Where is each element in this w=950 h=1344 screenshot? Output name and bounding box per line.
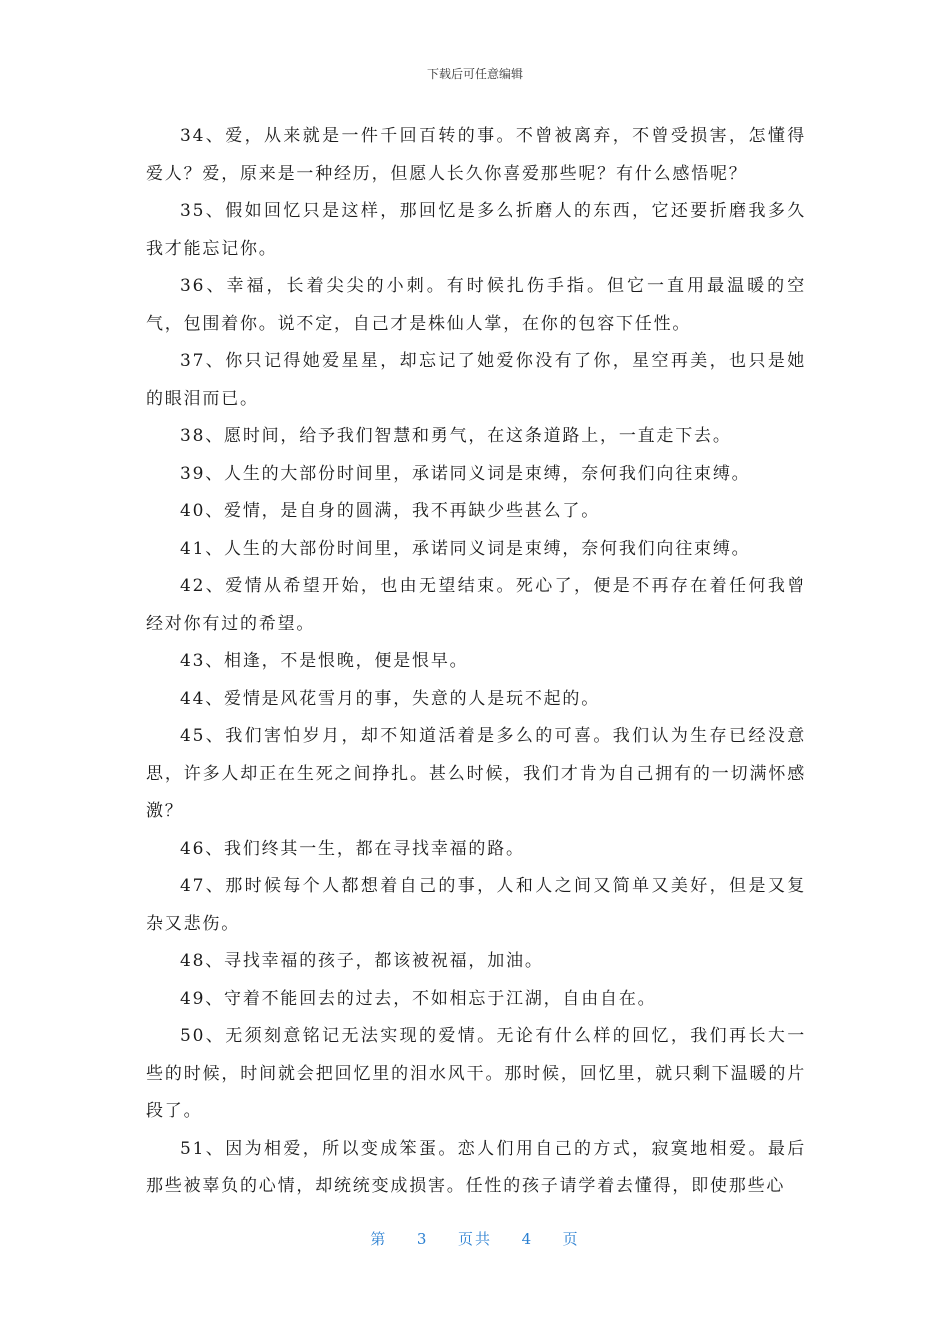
page-footer xyxy=(0,1228,950,1250)
footer-prefix: 第 xyxy=(370,1230,388,1248)
paragraph-49: 49、守着不能回去的过去，不如相忘于江湖，自由自在。 xyxy=(180,988,657,1009)
paragraph-41: 41、人生的大部份时间里，承诺同义词是束缚，奈何我们向往束缚。 xyxy=(180,538,751,559)
footer-total-pages: 4 xyxy=(521,1230,534,1248)
paragraph-40: 40、爱情，是自身的圆满，我不再缺少些甚么了。 xyxy=(180,501,601,521)
paragraph-50: 50、无须刻意铭记无法实现的爱情。无论有什么样的回忆，我们再长大一些的时候，时间就会把回忆里的泪水风干。那时候，回忆里，就只剩下温暖的片段了。 xyxy=(146,1026,806,1121)
footer-middle: 页共 xyxy=(457,1230,492,1248)
paragraph-42: 42、爱情从希望开始，也由无望结束。死心了，便是不再存在着任何我曾经对你有过的希望。 xyxy=(146,576,806,634)
footer-suffix: 页 xyxy=(562,1230,580,1248)
paragraph-48: 48、寻找幸福的孩子，都该被祝福，加油。 xyxy=(180,951,544,971)
document-body xyxy=(146,118,806,1206)
paragraph-47: 47、那时候每个人都想着自己的事，人和人之间又简单又美好，但是又复杂又悲伤。 xyxy=(146,876,806,934)
paragraph-36: 36、幸福，长着尖尖的小刺。有时候扎伤手指。但它一直用最温暖的空气，包围着你。说不定，自己才是株仙人掌，在你的包容下任性。 xyxy=(146,276,806,334)
paragraph-44: 44、爱情是风花雪月的事，失意的人是玩不起的。 xyxy=(180,688,601,709)
paragraph-35: 35、假如回忆只是这样，那回忆是多么折磨人的东西，它还要折磨我多久我才能忘记你。 xyxy=(146,201,806,259)
paragraph-51: 51、因为相爱，所以变成笨蛋。恋人们用自己的方式，寂寞地相爱。最后那些被辜负的心情，却统统变成损害。任性的孩子请学着去懂得，即使那些心 xyxy=(146,1138,806,1196)
paragraph-34: 34、爱，从来就是一件千回百转的事。不曾被离弃，不曾受损害，怎懂得爱人？爱，原来是一种经历，但愿人长久你喜爱那些呢？有什么感悟呢？ xyxy=(146,126,806,184)
paragraph-43: 43、相逢，不是恨晚，便是恨早。 xyxy=(180,651,469,671)
paragraph-39: 39、人生的大部份时间里，承诺同义词是束缚，奈何我们向往束缚。 xyxy=(180,463,751,484)
paragraph-46: 46、我们终其一生，都在寻找幸福的路。 xyxy=(180,838,525,859)
page-header: 下载后可任意编辑 xyxy=(426,67,523,81)
footer-current-page: 3 xyxy=(416,1230,429,1248)
paragraph-45: 45、我们害怕岁月，却不知道活着是多么的可喜。我们认为生存已经没意思，许多人却正在生死之间挣扎。甚么时候，我们才肯为自己拥有的一切满怀感激？ xyxy=(146,726,806,821)
paragraph-38: 38、愿时间，给予我们智慧和勇气，在这条道路上，一直走下去。 xyxy=(180,426,732,446)
paragraph-37: 37、你只记得她爱星星，却忘记了她爱你没有了你，星空再美，也只是她的眼泪而已。 xyxy=(146,351,806,409)
